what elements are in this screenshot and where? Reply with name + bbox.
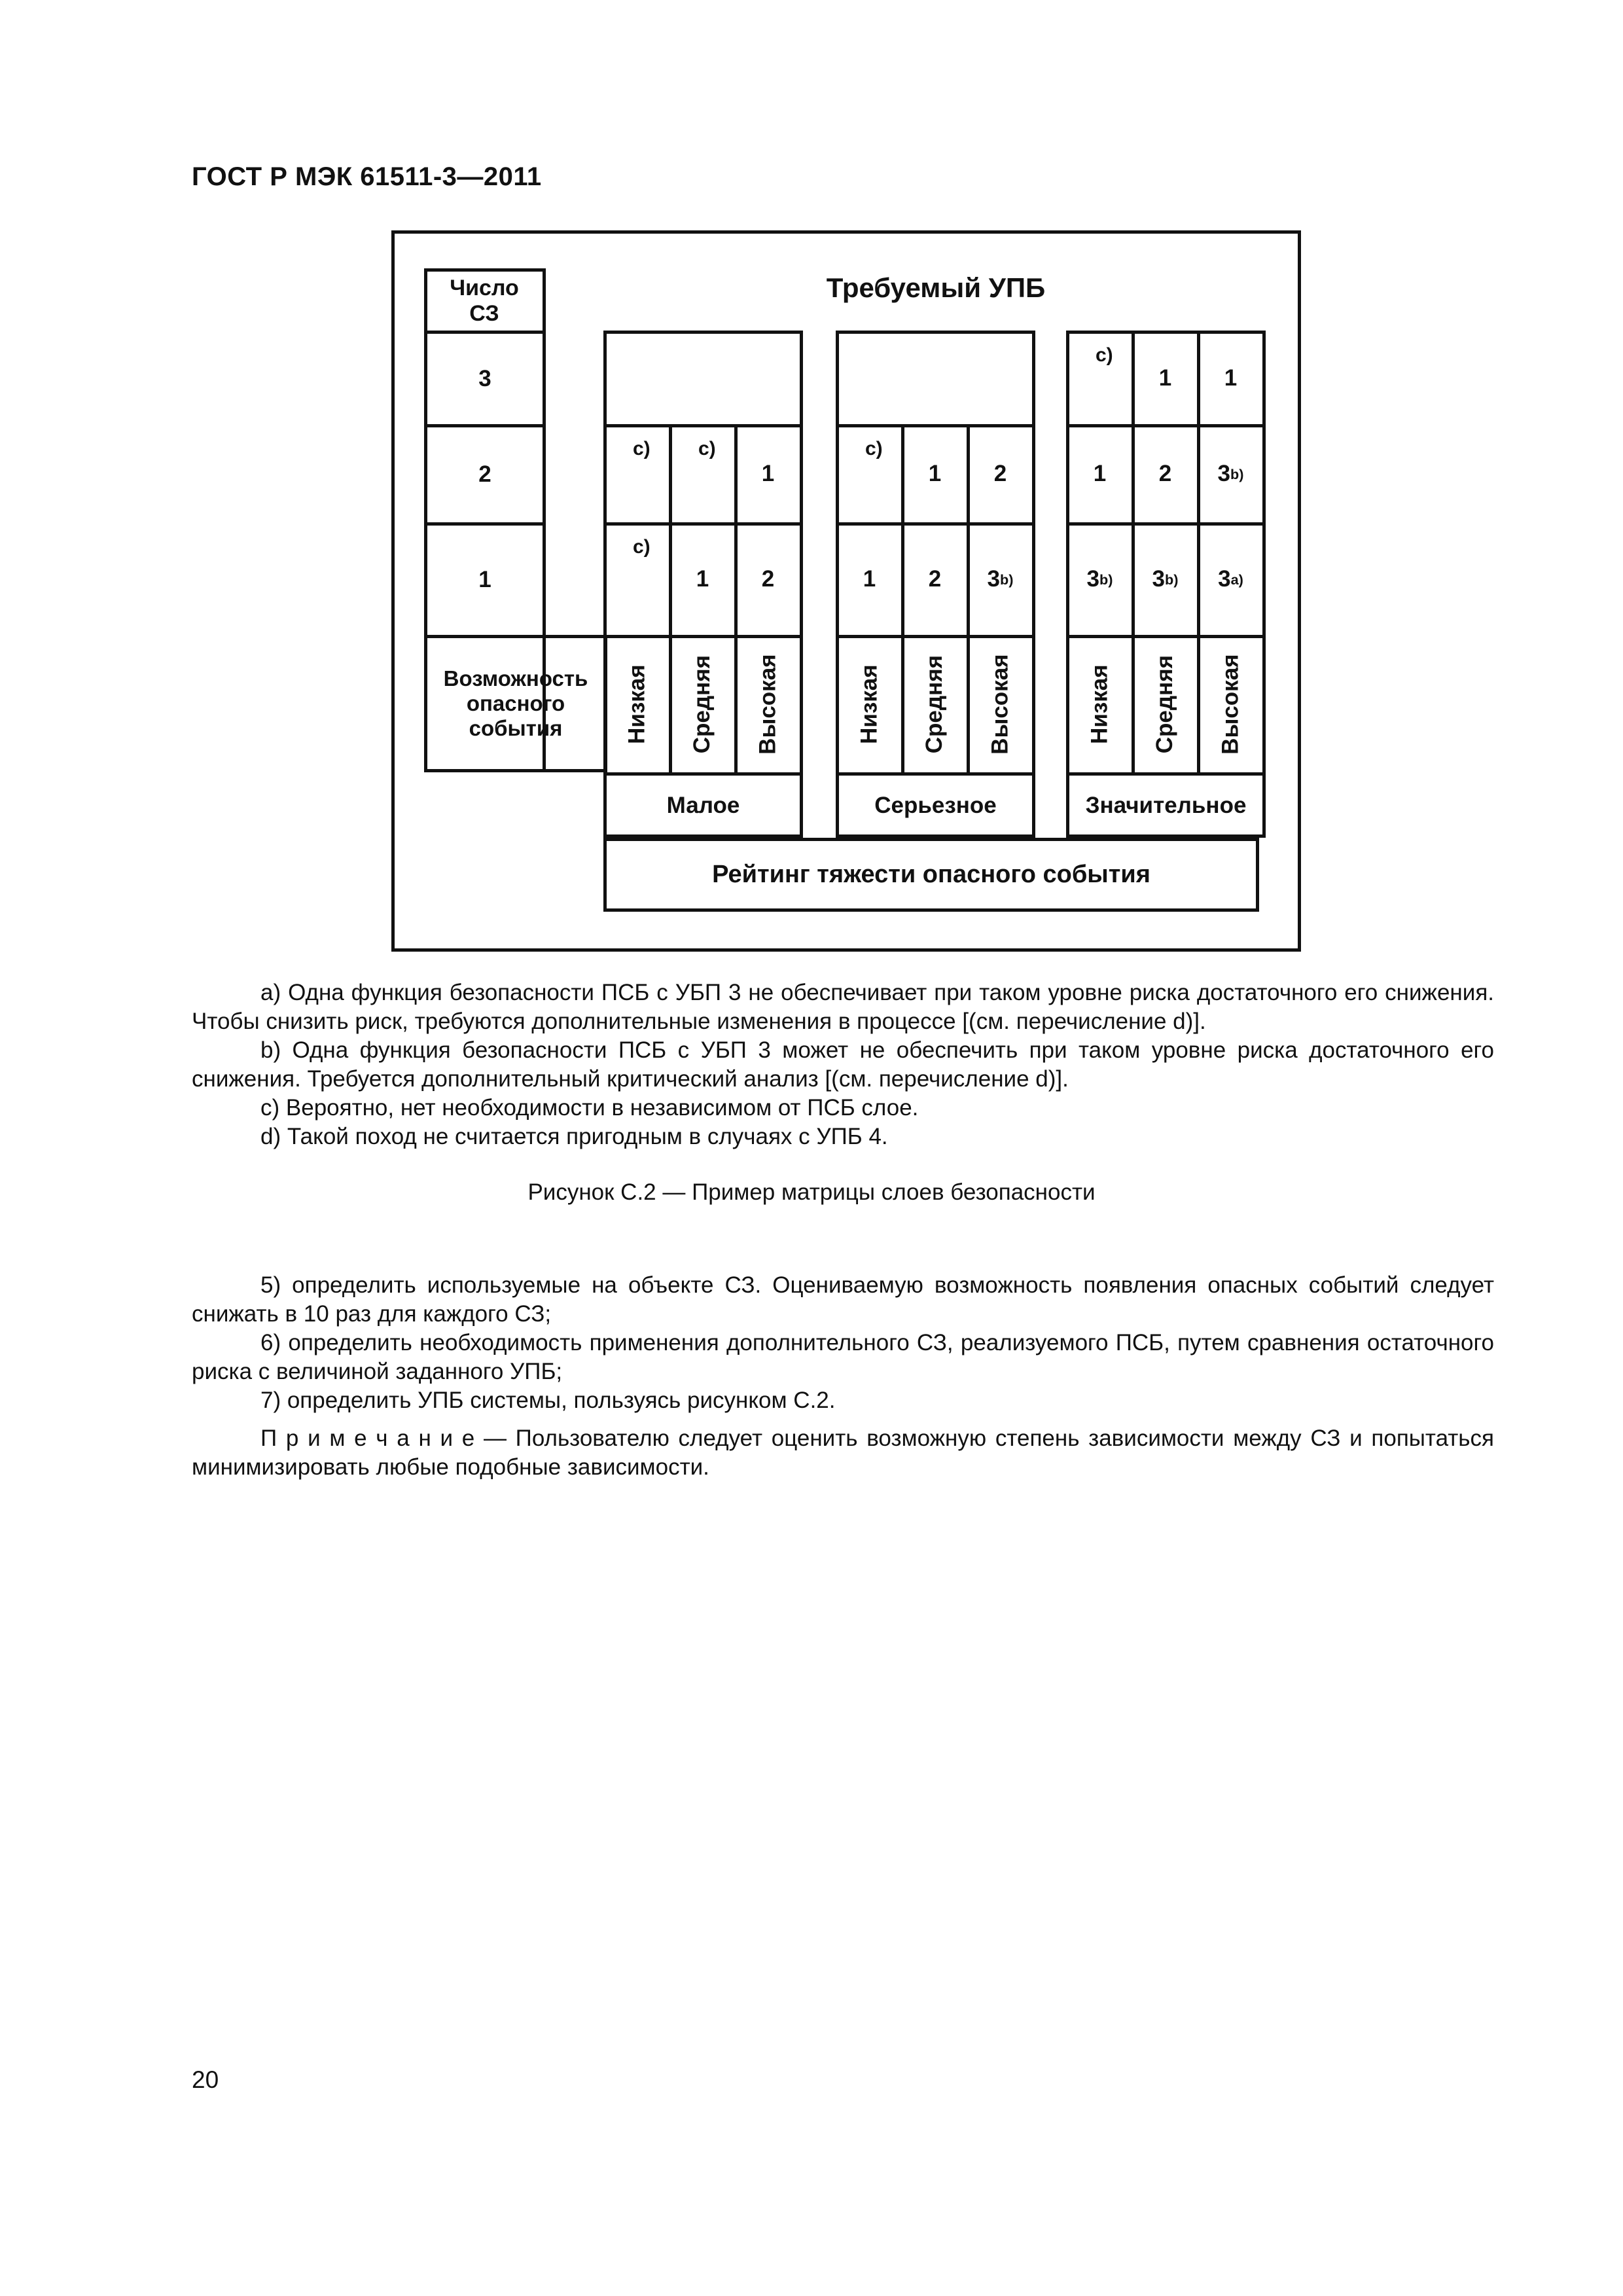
matrix-cell: 1 xyxy=(1093,461,1107,487)
severity-axis-label: Рейтинг тяжести опасного события xyxy=(712,860,1150,888)
cell-value: 3 xyxy=(1152,566,1165,592)
likelihood-level-cell xyxy=(838,637,901,772)
likelihood-level: Низкая xyxy=(624,664,650,745)
figure-caption: Рисунок С.2 — Пример матрицы слоев безопасности xyxy=(527,1179,1096,1205)
likelihood-level-cell xyxy=(903,637,967,772)
matrix-cell: 2 xyxy=(928,566,942,592)
count-row-3: 3 xyxy=(478,365,491,391)
matrix-cell: c) xyxy=(633,438,651,459)
cell-value: 3 xyxy=(1086,566,1099,592)
matrix-cell: 1 xyxy=(928,461,942,487)
likelihood-level-cell xyxy=(1133,637,1197,772)
cell-value: 3 xyxy=(1218,566,1231,592)
matrix-cell: 2 xyxy=(761,566,775,592)
likelihood-level-cell xyxy=(736,637,800,772)
note-text: — Пользователю следует оценить возможную степень зависимости между СЗ и попытаться минимизировать любые подобные зависимости. xyxy=(192,1426,1494,1480)
list-item-7: 7) определить УПБ системы, пользуясь рисунком С.2. xyxy=(260,1388,836,1413)
page-number: 20 xyxy=(192,2066,219,2093)
likelihood-level: Средняя xyxy=(689,655,715,754)
matrix-cell: 3 b) xyxy=(987,566,1014,592)
likelihood-level: Низкая xyxy=(1086,664,1113,745)
count-row-1: 1 xyxy=(478,567,491,593)
matrix-cell: c) xyxy=(1096,344,1113,366)
matrix-cell: 3 b) xyxy=(1086,566,1113,592)
footnote-b: b) Одна функция безопасности ПСБ с УБП 3 может не обеспечить при таком уровне риска достаточного его снижения. Требуется дополнительный критический анализ [(см. перечисление d)]. xyxy=(192,1037,1494,1092)
count-row-2: 2 xyxy=(478,461,491,488)
cell-value: 3 xyxy=(987,566,1000,592)
cell-value: 3 xyxy=(1217,461,1230,487)
likelihood-level-cell xyxy=(1199,637,1262,772)
figure-title: Требуемый УПБ xyxy=(826,272,1046,303)
likelihood-level-cell xyxy=(1068,637,1132,772)
matrix-cell: c) xyxy=(698,438,716,459)
likelihood-level: Низкая xyxy=(856,664,882,745)
likelihood-level: Средняя xyxy=(1152,655,1178,754)
matrix-cell: 1 xyxy=(696,566,709,592)
footnotes xyxy=(192,978,1494,1151)
matrix-cell: 3 b) xyxy=(1152,566,1179,592)
note-paragraph xyxy=(192,1424,1494,1482)
list-item-6: 6) определить необходимость применения дополнительного СЗ, реализуемого ПСБ, путем сравнения остаточного риска с величиной заданного УПБ; xyxy=(192,1330,1494,1384)
matrix-cell: 3 a) xyxy=(1218,566,1243,592)
note-label: П р и м е ч а н и е xyxy=(260,1426,475,1451)
likelihood-level: Высокая xyxy=(1217,654,1243,755)
likelihood-level-cell xyxy=(605,637,669,772)
likelihood-label: Возможность опасного события xyxy=(443,666,588,740)
likelihood-level-cell xyxy=(969,637,1032,772)
body-text xyxy=(192,1271,1494,1482)
severity-label: Малое xyxy=(666,793,740,819)
list-item-5: 5) определить используемые на объекте СЗ. Оцениваемую возможность появления опасных событий следует снижать в 10 раз для каждого СЗ; xyxy=(192,1272,1494,1327)
likelihood-level-cell xyxy=(671,637,734,772)
likelihood-level: Средняя xyxy=(921,655,948,754)
matrix-cell: 3 b) xyxy=(1217,461,1244,487)
matrix-cell: 2 xyxy=(993,461,1007,487)
matrix-cell: c) xyxy=(633,536,651,558)
likelihood-level: Высокая xyxy=(755,654,781,755)
footnote-c: c) Вероятно, нет необходимости в независимом от ПСБ слое. xyxy=(260,1095,919,1121)
footnote-a: a) Одна функция безопасности ПСБ с УБП 3 не обеспечивает при таком уровне риска достаточного его снижения. Чтобы снизить риск, требуются дополнительные изменения в процессе [(см. перечисление d)]. xyxy=(192,980,1494,1034)
matrix-cell: 1 xyxy=(761,461,775,487)
footnote-d: d) Такой поход не считается пригодным в случаях с УПБ 4. xyxy=(260,1124,888,1149)
matrix-cell: 2 xyxy=(1158,461,1172,487)
count-header: Число СЗ xyxy=(450,275,519,326)
matrix-cell: 1 xyxy=(1158,365,1172,391)
matrix-cell: c) xyxy=(865,438,883,459)
matrix-cell: 1 xyxy=(863,566,876,592)
severity-label: Значительное xyxy=(1085,793,1247,819)
document-header: ГОСТ Р МЭК 61511-3—2011 xyxy=(192,162,542,191)
matrix-cell: 1 xyxy=(1224,365,1238,391)
likelihood-level: Высокая xyxy=(987,654,1013,755)
severity-label: Серьезное xyxy=(874,793,997,819)
